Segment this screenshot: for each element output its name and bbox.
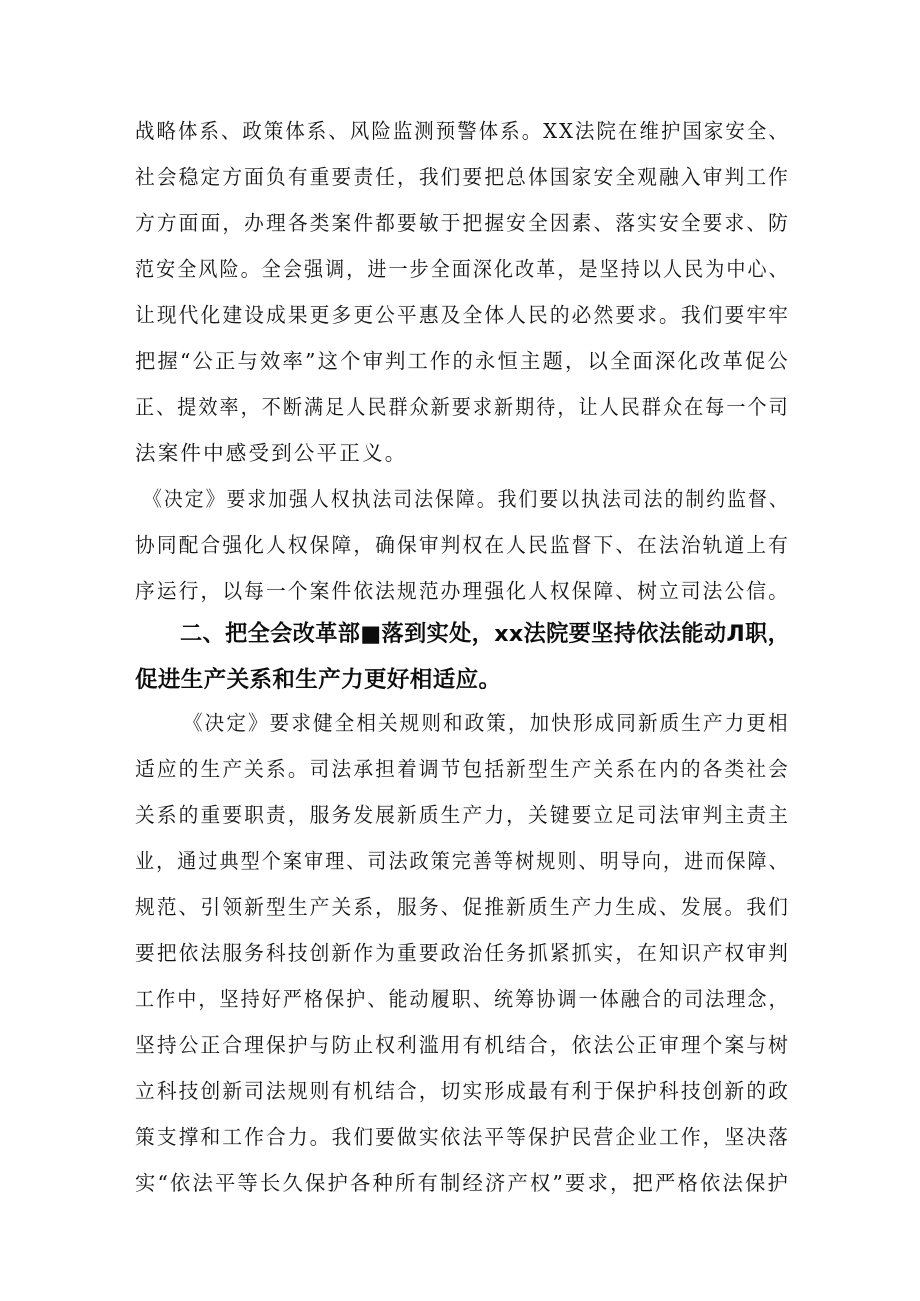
text-line: 把握“公正与效率”这个审判工作的永恒主题，以全面深化改革促公 bbox=[135, 349, 790, 373]
text-line: 业，通过典型个案审理、司法政策完善等树规则、明导向，进而保障、 bbox=[135, 849, 790, 873]
text-line: 实“依法平等长久保护各种所有制经济产权”要求，把严格依法保护 bbox=[135, 1171, 790, 1195]
text-line: 方方面面，办理各类案件都要敏于把握安全因素、落实安全要求、防 bbox=[135, 211, 790, 235]
text-line: 《决定》要求健全相关规则和政策，加快形成同新质生产力更相 bbox=[183, 711, 790, 735]
text-line: 正、提效率，不断满足人民群众新要求新期待，让人民群众在每一个司 bbox=[135, 395, 790, 419]
text-line: 社会稳定方面负有重要责任，我们要把总体国家安全观融入审判工作 bbox=[135, 165, 790, 189]
text-line: 《决定》要求加强人权执法司法保障。我们要以执法司法的制约监督、 bbox=[143, 487, 790, 511]
heading-line: 二、把全会改革部■落到实处，xx法院要坚持依法能动Л职， bbox=[180, 621, 791, 647]
text-line: 战略体系、政策体系、风险监测预警体系。XX法院在维护国家安全、 bbox=[135, 119, 790, 143]
text-line: 让现代化建设成果更多更公平惠及全体人民的必然要求。我们要牢牢 bbox=[135, 303, 790, 327]
text-line: 策支撑和工作合力。我们要做实依法平等保护民营企业工作，坚决落 bbox=[135, 1125, 790, 1149]
text-line: 要把依法服务科技创新作为重要政治任务抓紧抓实，在知识产权审判 bbox=[135, 941, 790, 965]
text-line: 适应的生产关系。司法承担着调节包括新型生产关系在内的各类社会 bbox=[135, 757, 790, 781]
text-line: 序运行，以每一个案件依法规范办理强化人权保障、树立司法公信。 bbox=[135, 579, 790, 603]
text-line: 范安全风险。全会强调，进一步全面深化改革，是坚持以人民为中心、 bbox=[135, 257, 790, 281]
text-line: 关系的重要职责，服务发展新质生产力，关键要立足司法审判主责主 bbox=[135, 803, 790, 827]
text-line: 坚持公正合理保护与防止权利滥用有机结合，依法公正审理个案与树 bbox=[135, 1033, 790, 1057]
text-line: 工作中，坚持好严格保护、能动履职、统筹协调一体融合的司法理念， bbox=[135, 987, 790, 1011]
heading-line: 促进生产关系和生产力更好相适应。 bbox=[135, 667, 502, 693]
text-line: 规范、引领新型生产关系，服务、促推新质生产力生成、发展。我们 bbox=[135, 895, 790, 919]
text-line: 法案件中感受到公平正义。 bbox=[135, 441, 408, 465]
text-line: 立科技创新司法规则有机结合，切实形成最有利于保护科技创新的政 bbox=[135, 1079, 790, 1103]
text-line: 协同配合强化人权保障，确保审判权在人民监督下、在法治轨道上有 bbox=[135, 533, 790, 557]
